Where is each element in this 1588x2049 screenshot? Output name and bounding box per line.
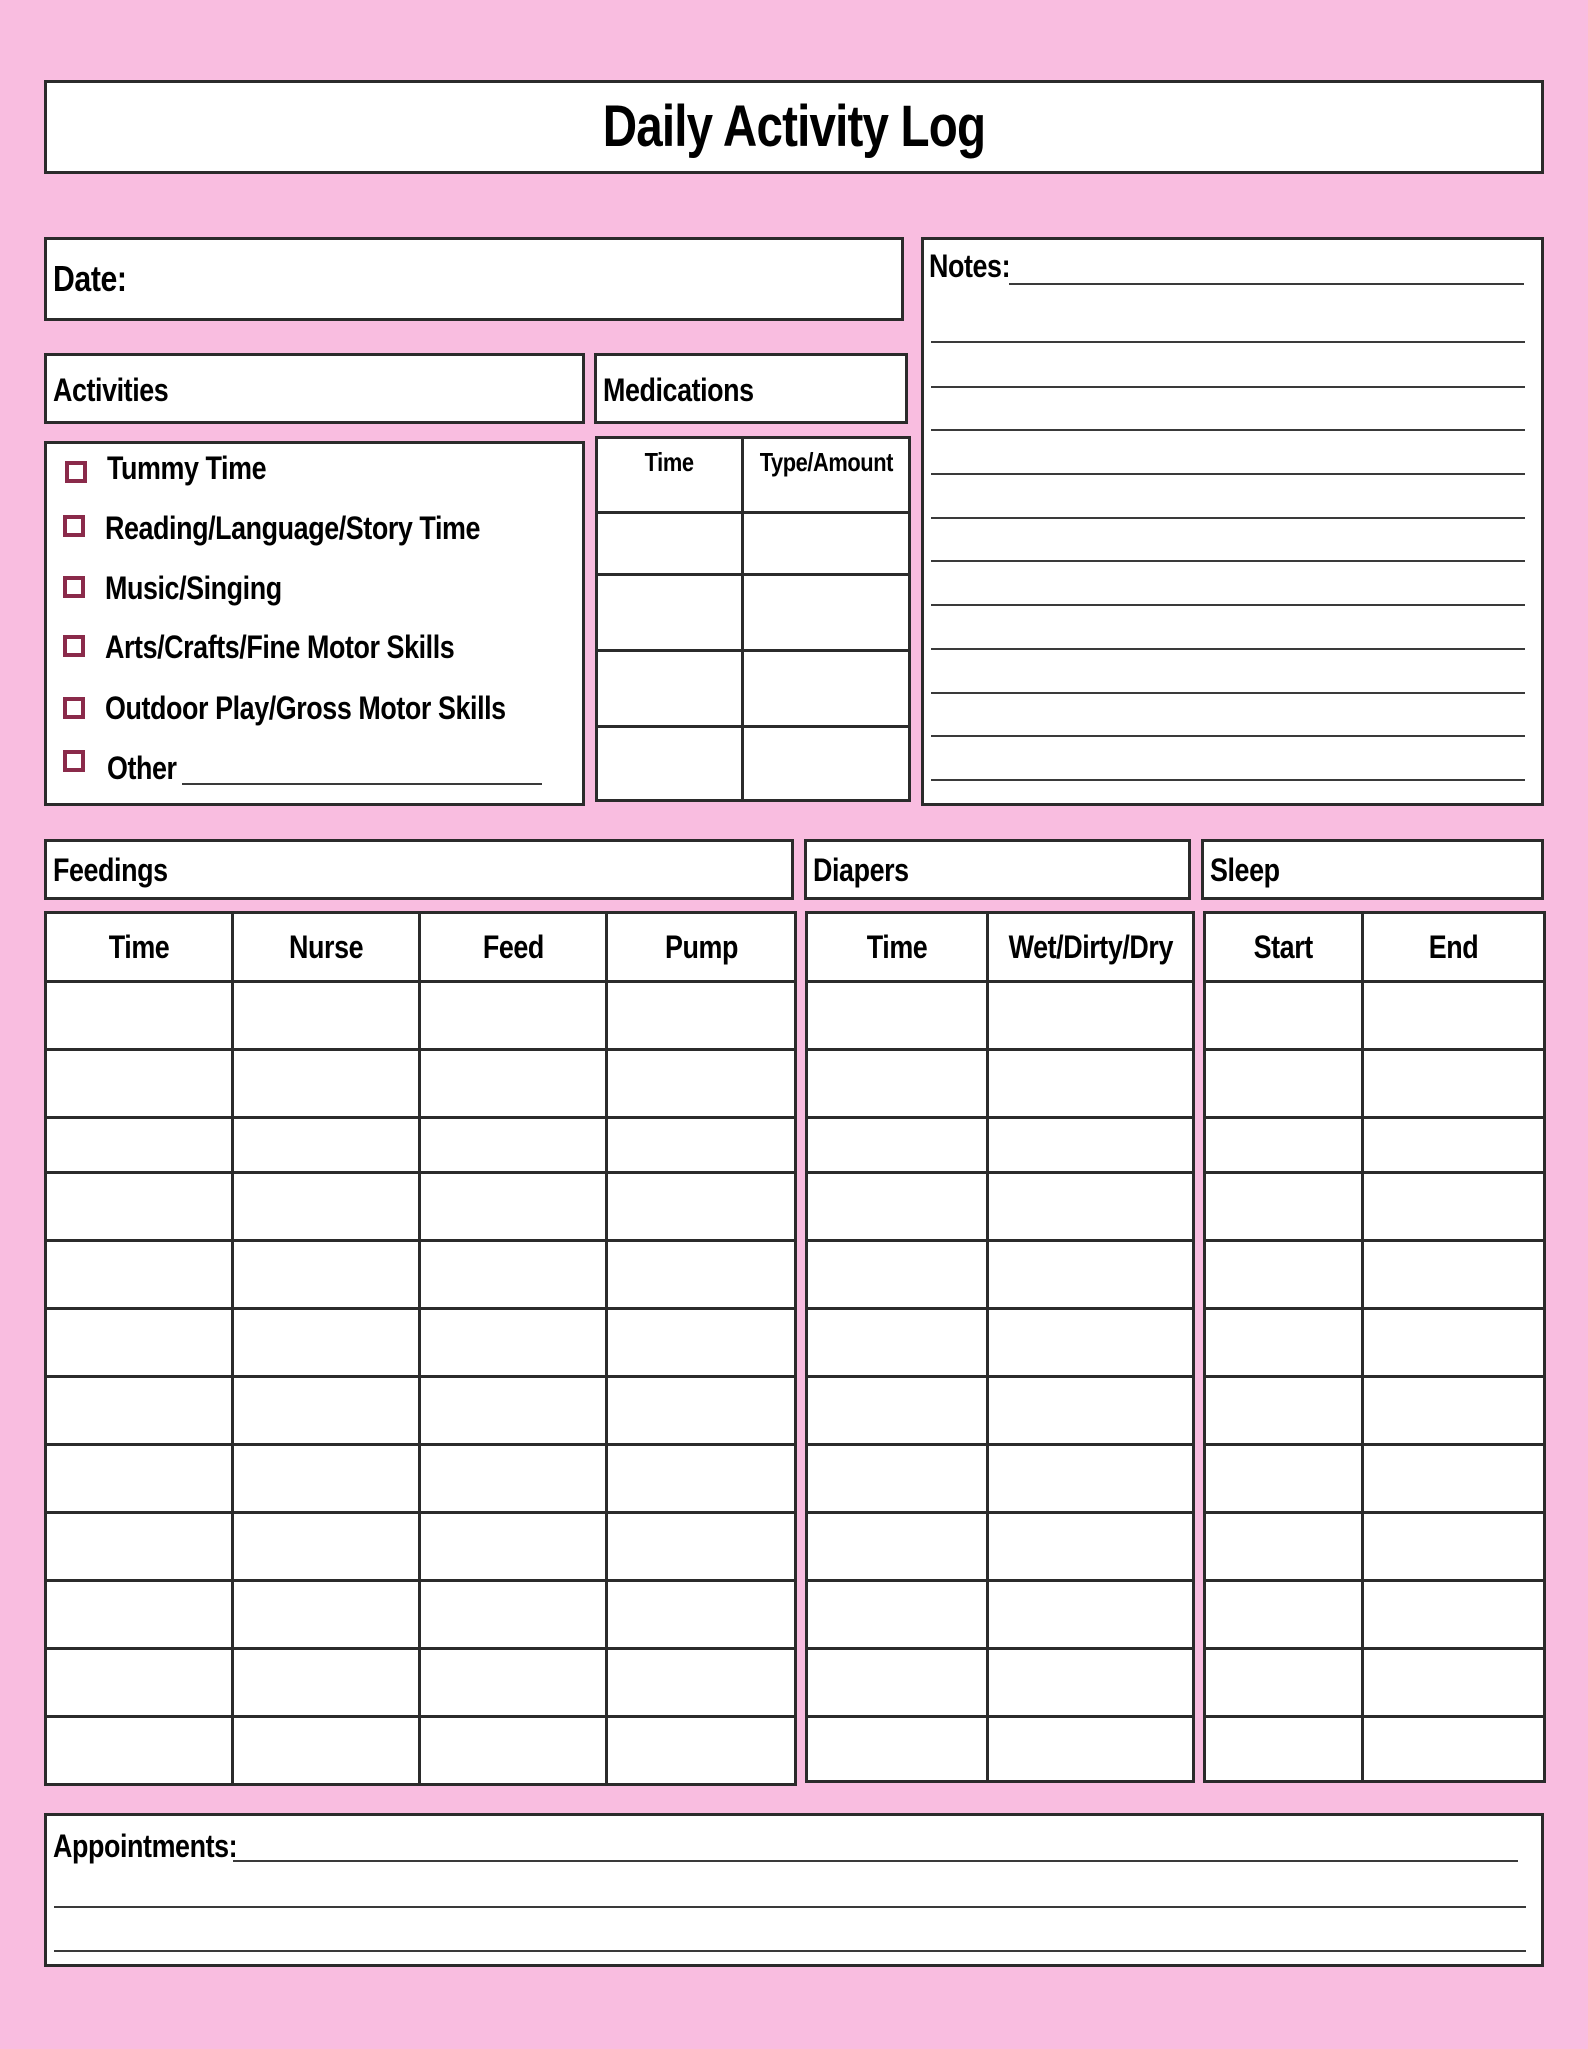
notes-line bbox=[931, 517, 1525, 519]
table-row bbox=[597, 575, 910, 651]
activities-header: Activities bbox=[53, 372, 169, 408]
table-row bbox=[1205, 1581, 1545, 1649]
table-row bbox=[597, 727, 910, 801]
checkbox-icon[interactable] bbox=[63, 635, 85, 657]
notes-line bbox=[931, 735, 1525, 737]
activities-list-box bbox=[44, 441, 585, 806]
other-write-line[interactable] bbox=[182, 783, 542, 785]
feedings-col-feed: Feed bbox=[420, 913, 607, 982]
diapers-col-wet-dirty-dry: Wet/Dirty/Dry bbox=[988, 913, 1194, 982]
notes-line bbox=[931, 429, 1525, 431]
date-label: Date: bbox=[53, 258, 127, 299]
notes-line bbox=[931, 692, 1525, 694]
table-row bbox=[1205, 1173, 1545, 1241]
table-row bbox=[807, 1309, 1194, 1377]
sleep-header: Sleep bbox=[1210, 852, 1280, 888]
notes-line bbox=[1009, 283, 1524, 285]
table-row bbox=[807, 1513, 1194, 1581]
medications-col-time: Time bbox=[597, 438, 743, 513]
activities-header-box bbox=[44, 353, 585, 424]
medications-col-type-amount: Type/Amount bbox=[743, 438, 910, 513]
table-row bbox=[807, 1050, 1194, 1118]
feedings-col-time: Time bbox=[46, 913, 233, 982]
checkbox-icon[interactable] bbox=[63, 576, 85, 598]
table-row bbox=[1205, 1717, 1545, 1782]
table-row bbox=[46, 1241, 796, 1309]
table-row bbox=[597, 651, 910, 727]
checkbox-icon[interactable] bbox=[63, 515, 85, 537]
medications-table bbox=[595, 436, 911, 802]
table-row bbox=[46, 1309, 796, 1377]
feedings-col-pump: Pump bbox=[607, 913, 796, 982]
notes-line bbox=[931, 386, 1525, 388]
appointments-line bbox=[233, 1860, 1518, 1862]
notes-label: Notes: bbox=[929, 248, 1011, 284]
activity-label: Other bbox=[107, 750, 177, 786]
table-row bbox=[807, 1118, 1194, 1173]
activity-label: Tummy Time bbox=[107, 450, 267, 486]
table-row bbox=[807, 1581, 1194, 1649]
date-box[interactable] bbox=[44, 237, 904, 321]
diapers-header-box bbox=[804, 839, 1191, 900]
appointments-line bbox=[54, 1950, 1526, 1952]
table-row bbox=[1205, 1118, 1545, 1173]
feedings-col-nurse: Nurse bbox=[233, 913, 420, 982]
table-row bbox=[807, 1717, 1194, 1782]
table-row bbox=[1205, 1445, 1545, 1513]
table-row bbox=[1205, 1649, 1545, 1717]
table-row bbox=[807, 1445, 1194, 1513]
diapers-header: Diapers bbox=[813, 852, 909, 888]
table-row bbox=[46, 1173, 796, 1241]
sleep-col-start: Start bbox=[1205, 913, 1363, 982]
notes-box[interactable] bbox=[921, 237, 1544, 806]
sleep-table bbox=[1203, 911, 1546, 1783]
table-row bbox=[46, 1118, 796, 1173]
diapers-col-time: Time bbox=[807, 913, 988, 982]
notes-line bbox=[931, 341, 1525, 343]
table-row bbox=[807, 1173, 1194, 1241]
table-row bbox=[46, 1445, 796, 1513]
table-row bbox=[807, 1241, 1194, 1309]
table-row bbox=[1205, 1309, 1545, 1377]
sleep-header-box bbox=[1201, 839, 1544, 900]
medications-header: Medications bbox=[603, 372, 754, 408]
checkbox-icon[interactable] bbox=[65, 461, 87, 483]
table-row bbox=[1205, 1050, 1545, 1118]
table-row bbox=[46, 982, 796, 1050]
table-row bbox=[46, 1513, 796, 1581]
activity-label: Music/Singing bbox=[105, 570, 282, 606]
notes-line bbox=[931, 604, 1525, 606]
table-row bbox=[807, 982, 1194, 1050]
checkbox-icon[interactable] bbox=[63, 697, 85, 719]
sleep-col-end: End bbox=[1363, 913, 1545, 982]
notes-line bbox=[931, 648, 1525, 650]
appointments-line bbox=[54, 1906, 1526, 1908]
appointments-label: Appointments: bbox=[53, 1828, 238, 1864]
activity-label: Arts/Crafts/Fine Motor Skills bbox=[105, 629, 455, 665]
notes-line bbox=[931, 560, 1525, 562]
table-row bbox=[1205, 1377, 1545, 1445]
medications-header-box bbox=[594, 353, 908, 424]
table-row bbox=[46, 1050, 796, 1118]
table-row bbox=[1205, 1241, 1545, 1309]
appointments-box[interactable] bbox=[44, 1813, 1544, 1967]
activity-label: Reading/Language/Story Time bbox=[105, 510, 481, 546]
checkbox-icon[interactable] bbox=[63, 750, 85, 772]
notes-line bbox=[931, 473, 1525, 475]
table-row bbox=[46, 1717, 796, 1785]
activity-label: Outdoor Play/Gross Motor Skills bbox=[105, 690, 506, 726]
table-row bbox=[807, 1377, 1194, 1445]
table-row bbox=[46, 1377, 796, 1445]
table-row bbox=[1205, 982, 1545, 1050]
table-row bbox=[1205, 1513, 1545, 1581]
notes-line bbox=[931, 779, 1525, 781]
table-row bbox=[597, 513, 910, 575]
diapers-table bbox=[805, 911, 1195, 1783]
page-title: Daily Activity Log bbox=[602, 94, 986, 159]
table-row bbox=[807, 1649, 1194, 1717]
feedings-header: Feedings bbox=[53, 852, 168, 888]
feedings-header-box bbox=[44, 839, 794, 900]
title-box bbox=[44, 80, 1544, 174]
table-row bbox=[46, 1649, 796, 1717]
feedings-table bbox=[44, 911, 797, 1786]
table-row bbox=[46, 1581, 796, 1649]
